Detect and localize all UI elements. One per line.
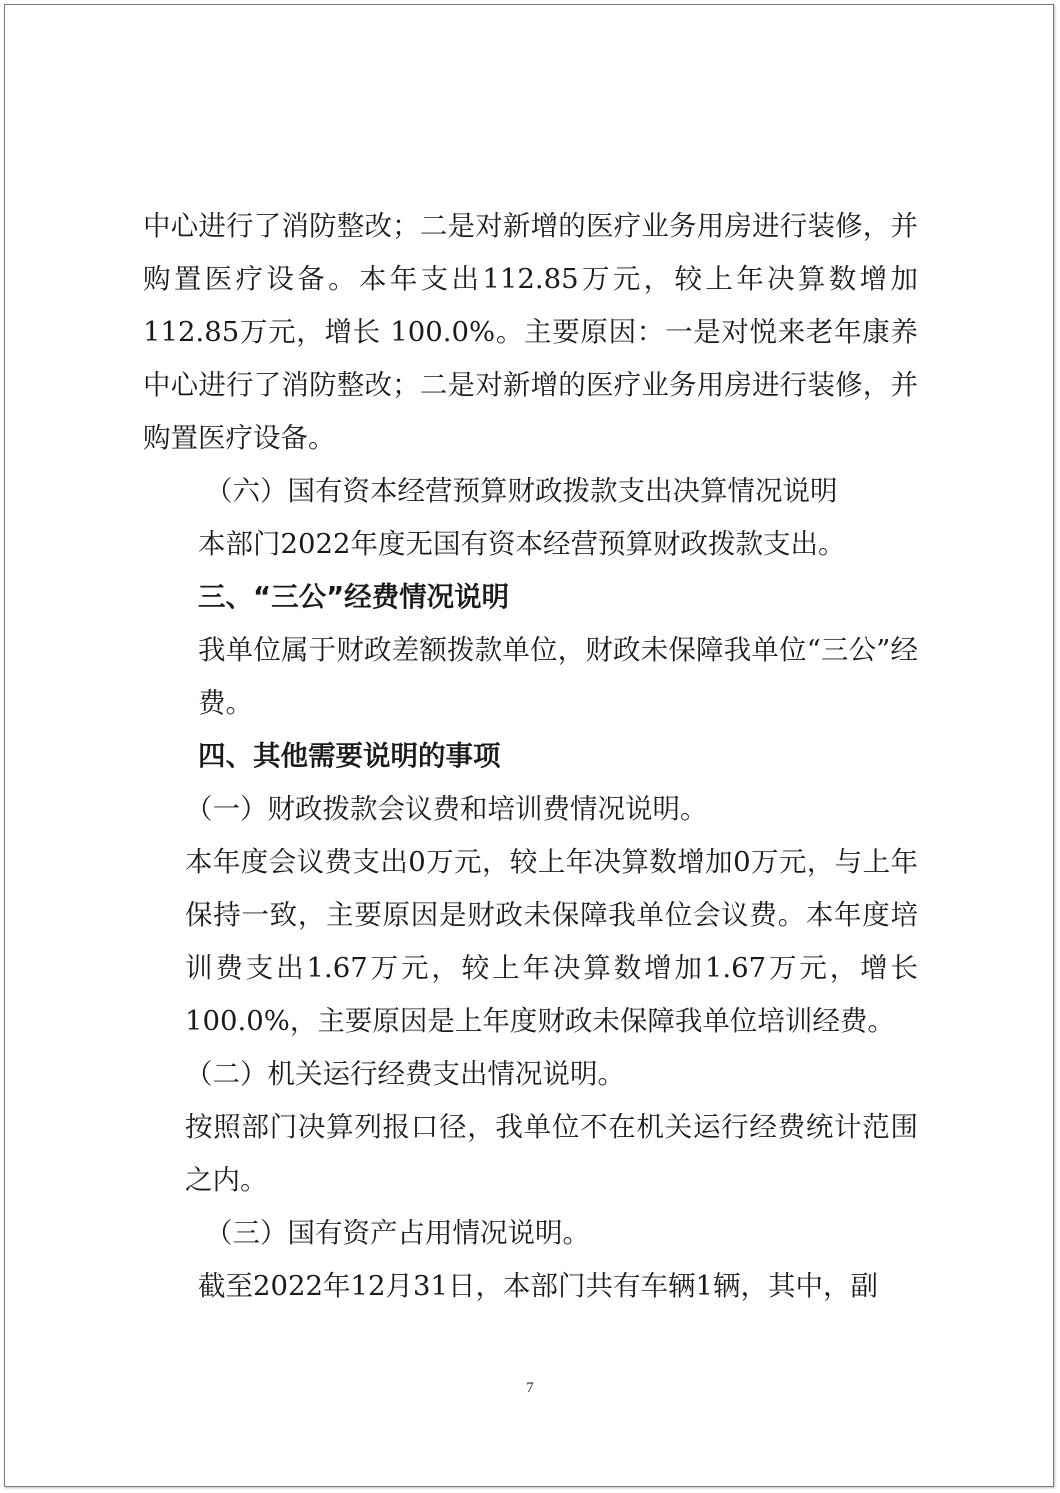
section-heading: 三、“三公”经费情况说明 (198, 581, 510, 613)
subsection-heading: （三）国有资产占用情况说明。 (205, 1217, 590, 1249)
subsection-heading: （一）财政拨款会议费和培训费情况说明。 (185, 793, 708, 825)
page-number: 7 (526, 1380, 534, 1396)
body-paragraph: 中心进行了消防整改；二是对新增的医疗业务用房进行装修，并购置医疗设备。本年支出112.85万元，较上年决算数增加112.85万元，增长 100.0%。主要原因：一是对悦来老年康养中心进行了消防整改；二是对新增的医疗业务用房进行装修，并购置医疗设备。 (143, 210, 918, 454)
subsection-heading: （六）国有资本经营预算财政拨款支出决算情况说明 (205, 475, 838, 507)
subsection-heading: （二）机关运行经费支出情况说明。 (185, 1058, 625, 1090)
body-paragraph: 本年度会议费支出0万元，较上年决算数增加0万元，与上年保持一致，主要原因是财政未保障我单位会议费。本年度培训费支出1.67万元，较上年决算数增加1.67万元，增长100.0%，主要原因是上年度财政未保障我单位培训经费。 (185, 846, 918, 1037)
document-body (143, 200, 918, 1313)
body-paragraph: 按照部门决算列报口径，我单位不在机关运行经费统计范围之内。 (185, 1111, 918, 1196)
body-paragraph: 我单位属于财政差额拨款单位，财政未保障我单位“三公”经费。 (198, 634, 918, 719)
body-paragraph: 本部门2022年度无国有资本经营预算财政拨款支出。 (198, 528, 846, 560)
section-heading: 四、其他需要说明的事项 (198, 740, 501, 772)
body-paragraph: 截至2022年12月31日，本部门共有车辆1辆，其中，副 (198, 1270, 878, 1302)
